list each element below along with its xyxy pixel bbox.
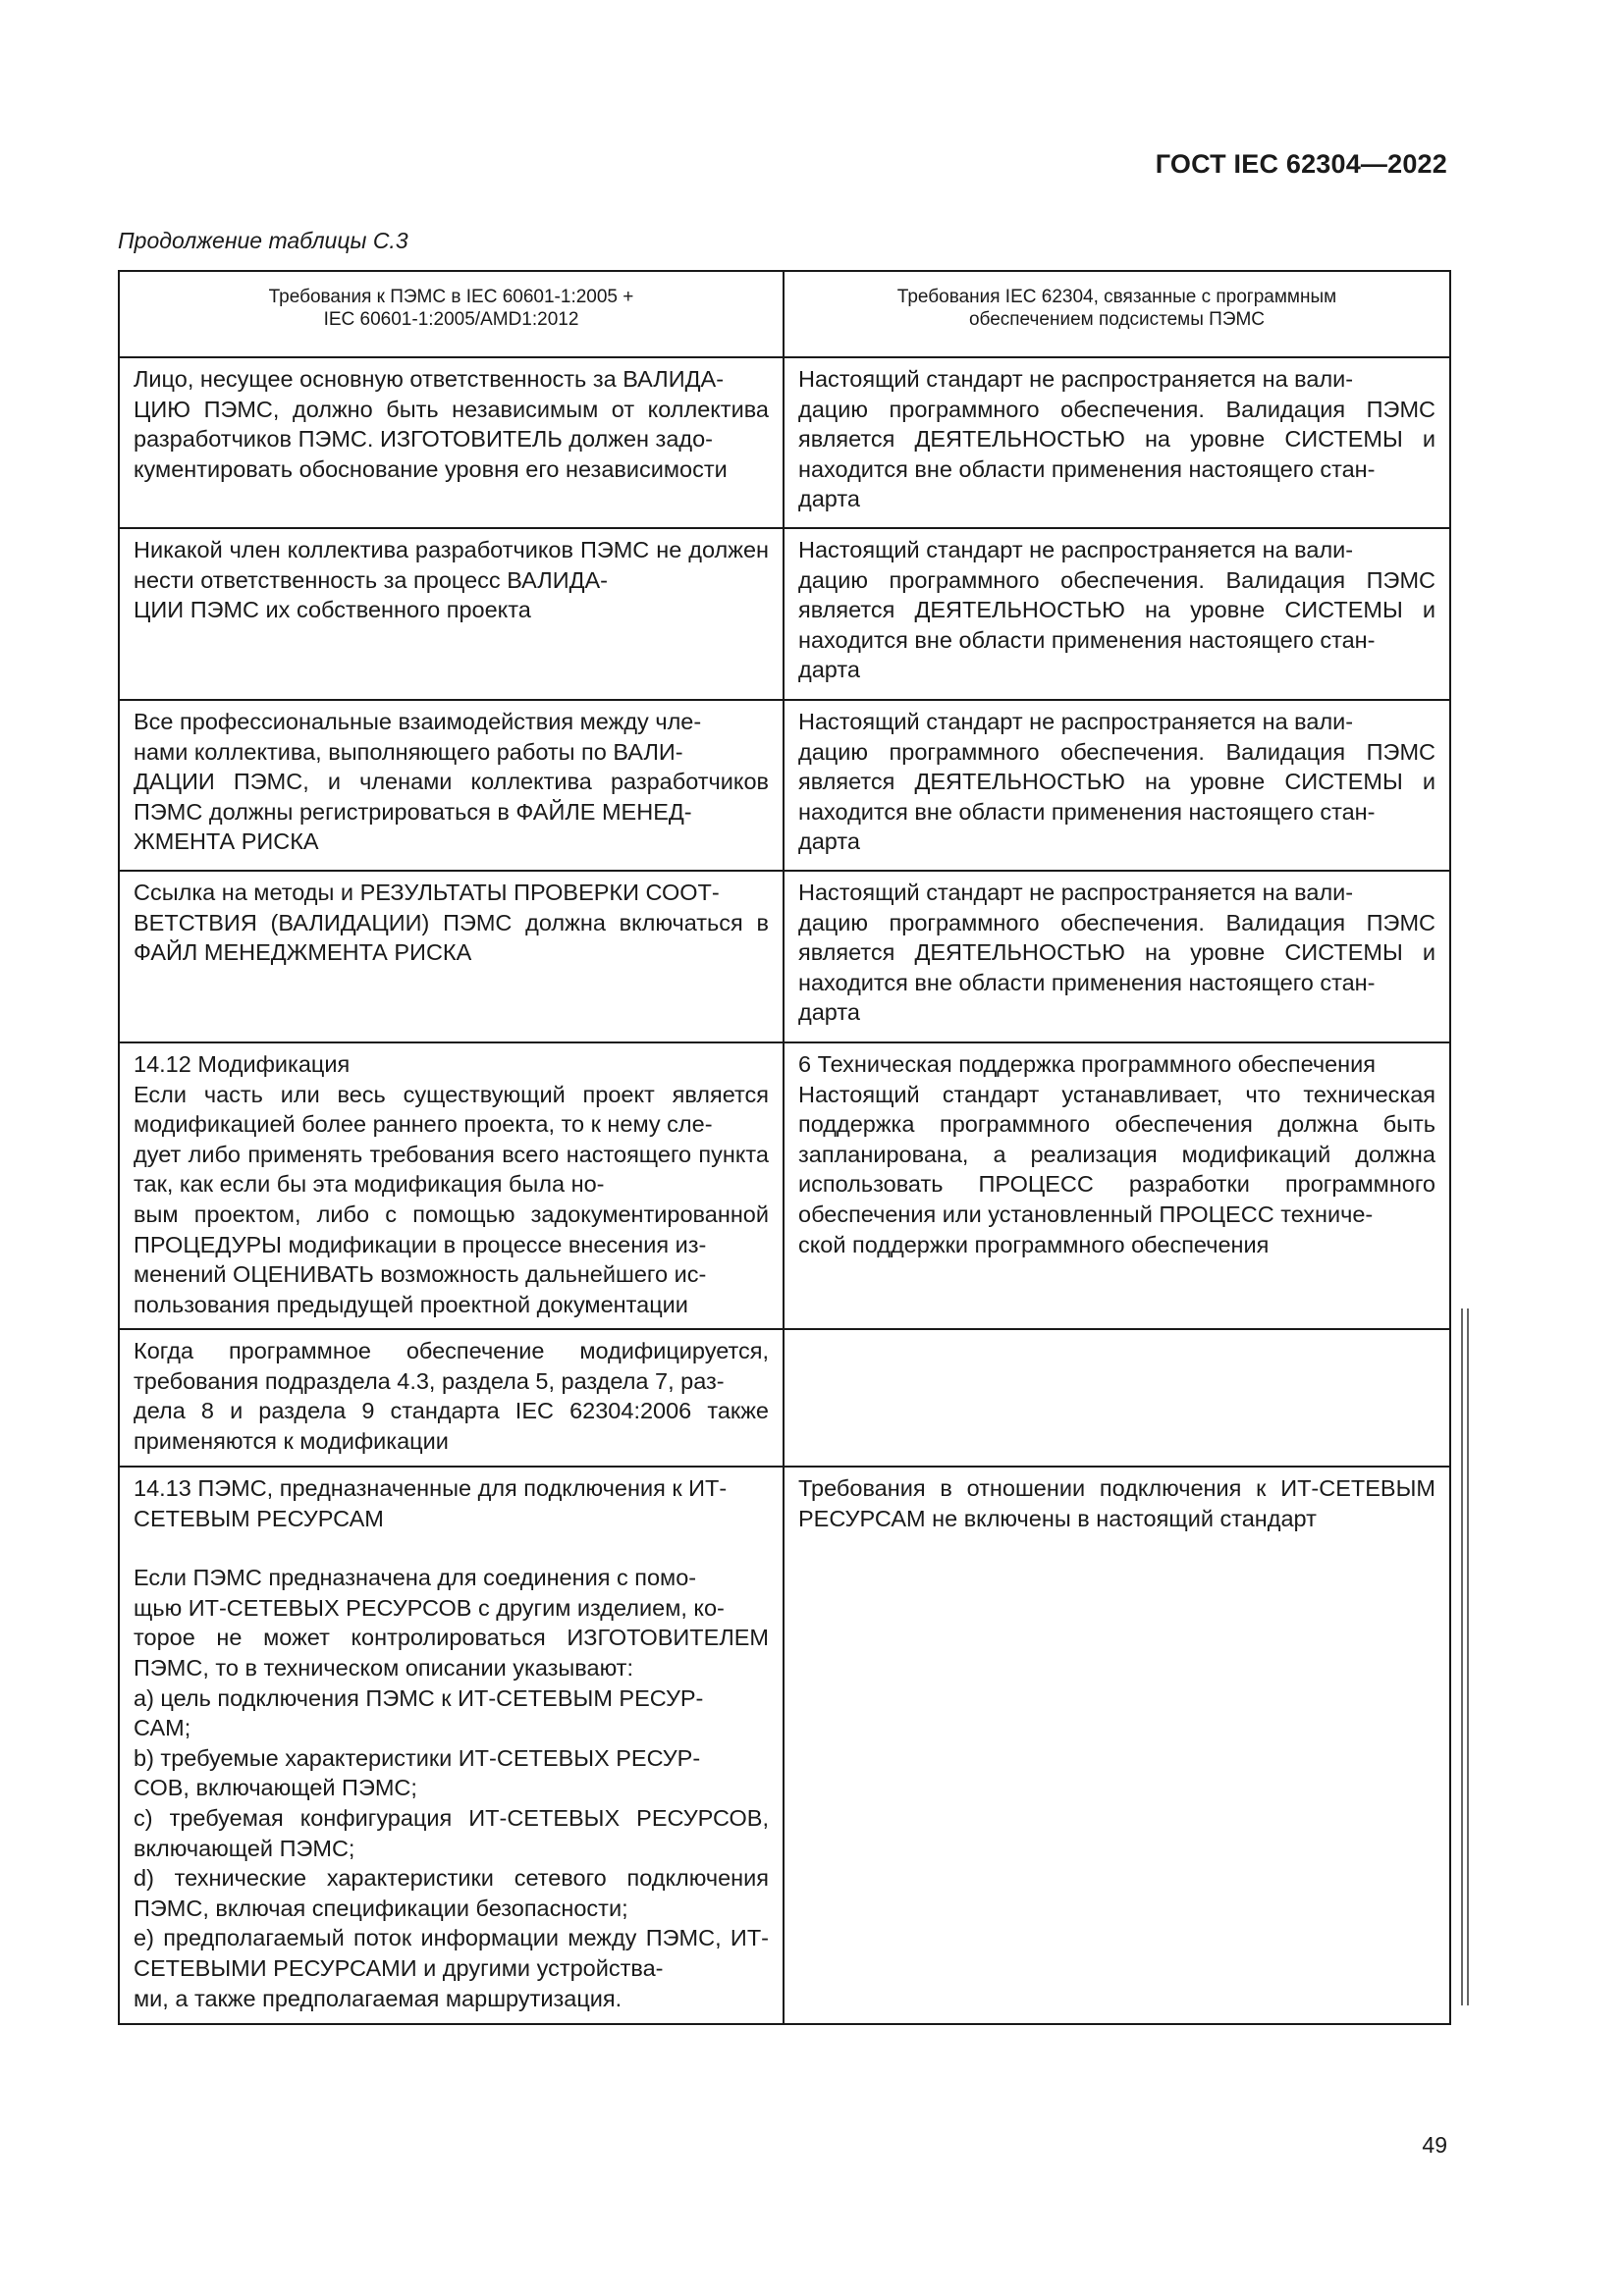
table-cell-response: Требования в отношении подключения к ИТ-СЕТЕВЫМ РЕСУРСАМ не включены в настоящий стандарт <box>784 1467 1450 2024</box>
table-cell-response: Настоящий стандарт не распространяется на вали- дацию программного обеспечения. Валидация ПЭМС является ДЕЯТЕЛЬНОСТЬЮ на уровне СИСТЕМЫ и находится вне области применения настоящего стан- дарта <box>784 700 1450 871</box>
table-cell-response: Настоящий стандарт не распространяется на вали- дацию программного обеспечения. Валидация ПЭМС является ДЕЯТЕЛЬНОСТЬЮ на уровне СИСТЕМЫ и находится вне области применения настоящего стан- дарта <box>784 871 1450 1042</box>
table-cell-response <box>784 1329 1450 1467</box>
table-cell-requirement <box>119 1467 784 2024</box>
table-header-row <box>119 271 1450 357</box>
page-number: 49 <box>1422 2132 1447 2158</box>
table-cell-requirement: Все профессиональные взаимодействия между чле- нами коллектива, выполняющего работы по ВАЛИ- ДАЦИИ ПЭМС, и членами коллектива разработчиков ПЭМС должны регистрироваться в ФАЙЛЕ МЕНЕД- ЖМЕНТА РИСКА <box>119 700 784 871</box>
clause-14-13-body: Если ПЭМС предназначена для соединения с помо- щью ИТ-СЕТЕВЫХ РЕСУРСОВ с другим изделием, ко- торое не может контролироваться ИЗГОТОВИТЕЛЕМ ПЭМС, то в техническом описании указывают: a) цель подключения ПЭМС к ИТ-СЕТЕВЫМ РЕСУР- САМ; b) требуемые характеристики ИТ-СЕТЕВЫХ РЕСУР- СОВ, включающей ПЭМС; c) требуемая конфигурация ИТ-СЕТЕВЫХ РЕСУРСОВ, включающей ПЭМС; d) технические характеристики сетевого подключения ПЭМС, включая спецификации безопасности; e) предполагаемый поток информации между ПЭМС, ИТ-СЕТЕВЫМИ РЕСУРСАМИ и другими устройства- ми, а также предполагаемая маршрутизация. <box>134 1565 769 2011</box>
table-cell-response: Настоящий стандарт не распространяется на вали- дацию программного обеспечения. Валидация ПЭМС является ДЕЯТЕЛЬНОСТЬЮ на уровне СИСТЕМЫ и находится вне области применения настоящего стан- дарта <box>784 357 1450 528</box>
column-header-iec62304: Требования IEC 62304, связанные с программным обеспечением подсистемы ПЭМС <box>784 271 1450 357</box>
table-row <box>119 1042 1450 1329</box>
requirements-table <box>118 270 1451 2025</box>
table-cell-requirement: Никакой член коллектива разработчиков ПЭМС не должен нести ответственность за процесс ВАЛИДА- ЦИИ ПЭМС их собственного проекта <box>119 528 784 700</box>
column-header-iec60601: Требования к ПЭМС в IEC 60601-1:2005 + IEC 60601-1:2005/AMD1:2012 <box>119 271 784 357</box>
table-cell-requirement: Ссылка на методы и РЕЗУЛЬТАТЫ ПРОВЕРКИ СООТ- ВЕТСТВИЯ (ВАЛИДАЦИИ) ПЭМС должна включаться в ФАЙЛ МЕНЕДЖМЕНТА РИСКА <box>119 871 784 1042</box>
table-row <box>119 357 1450 528</box>
table-caption: Продолжение таблицы С.3 <box>118 228 408 253</box>
table-row <box>119 1329 1450 1467</box>
table-row <box>119 528 1450 700</box>
table-cell-requirement: Когда программное обеспечение модифицируется, требования подраздела 4.3, раздела 5, раздела 7, раз- дела 8 и раздела 9 стандарта IEC 62304:2006 также применяются к модификации <box>119 1329 784 1467</box>
table-cell-response: 6 Техническая поддержка программного обеспечения Настоящий стандарт устанавливает, что техническая поддержка программного обеспечения должна быть запланирована, а реализация модификаций должна использовать ПРОЦЕСС разработки программного обеспечения или установленный ПРОЦЕСС техниче- ской поддержки программного обеспечения <box>784 1042 1450 1329</box>
document-id: ГОСТ IEC 62304—2022 <box>1155 149 1447 179</box>
table-cell-response: Настоящий стандарт не распространяется на вали- дацию программного обеспечения. Валидация ПЭМС является ДЕЯТЕЛЬНОСТЬЮ на уровне СИСТЕМЫ и находится вне области применения настоящего стан- дарта <box>784 528 1450 700</box>
clause-14-13-title: 14.13 ПЭМС, предназначенные для подключения к ИТ- СЕТЕВЫМ РЕСУРСАМ <box>134 1475 728 1531</box>
margin-rule <box>1461 1308 1463 2005</box>
table-row <box>119 871 1450 1042</box>
table-cell-requirement: 14.12 Модификация Если часть или весь существующий проект является модификацией более раннего проекта, то к нему сле- дует либо применять требования всего настоящего пункта так, как если бы эта модификация была но- вым проектом, либо с помощью задокументированной ПРОЦЕДУРЫ модификации в процессе внесения из- менений ОЦЕНИВАТЬ возможность дальнейшего ис- пользования предыдущей проектной документации <box>119 1042 784 1329</box>
table-row <box>119 1467 1450 2024</box>
margin-rule <box>1467 1308 1469 2005</box>
table-row <box>119 700 1450 871</box>
table-cell-requirement: Лицо, несущее основную ответственность за ВАЛИДА- ЦИЮ ПЭМС, должно быть независимым от коллектива разработчиков ПЭМС. ИЗГОТОВИТЕЛЬ должен задо- кументировать обоснование уровня его независимости <box>119 357 784 528</box>
